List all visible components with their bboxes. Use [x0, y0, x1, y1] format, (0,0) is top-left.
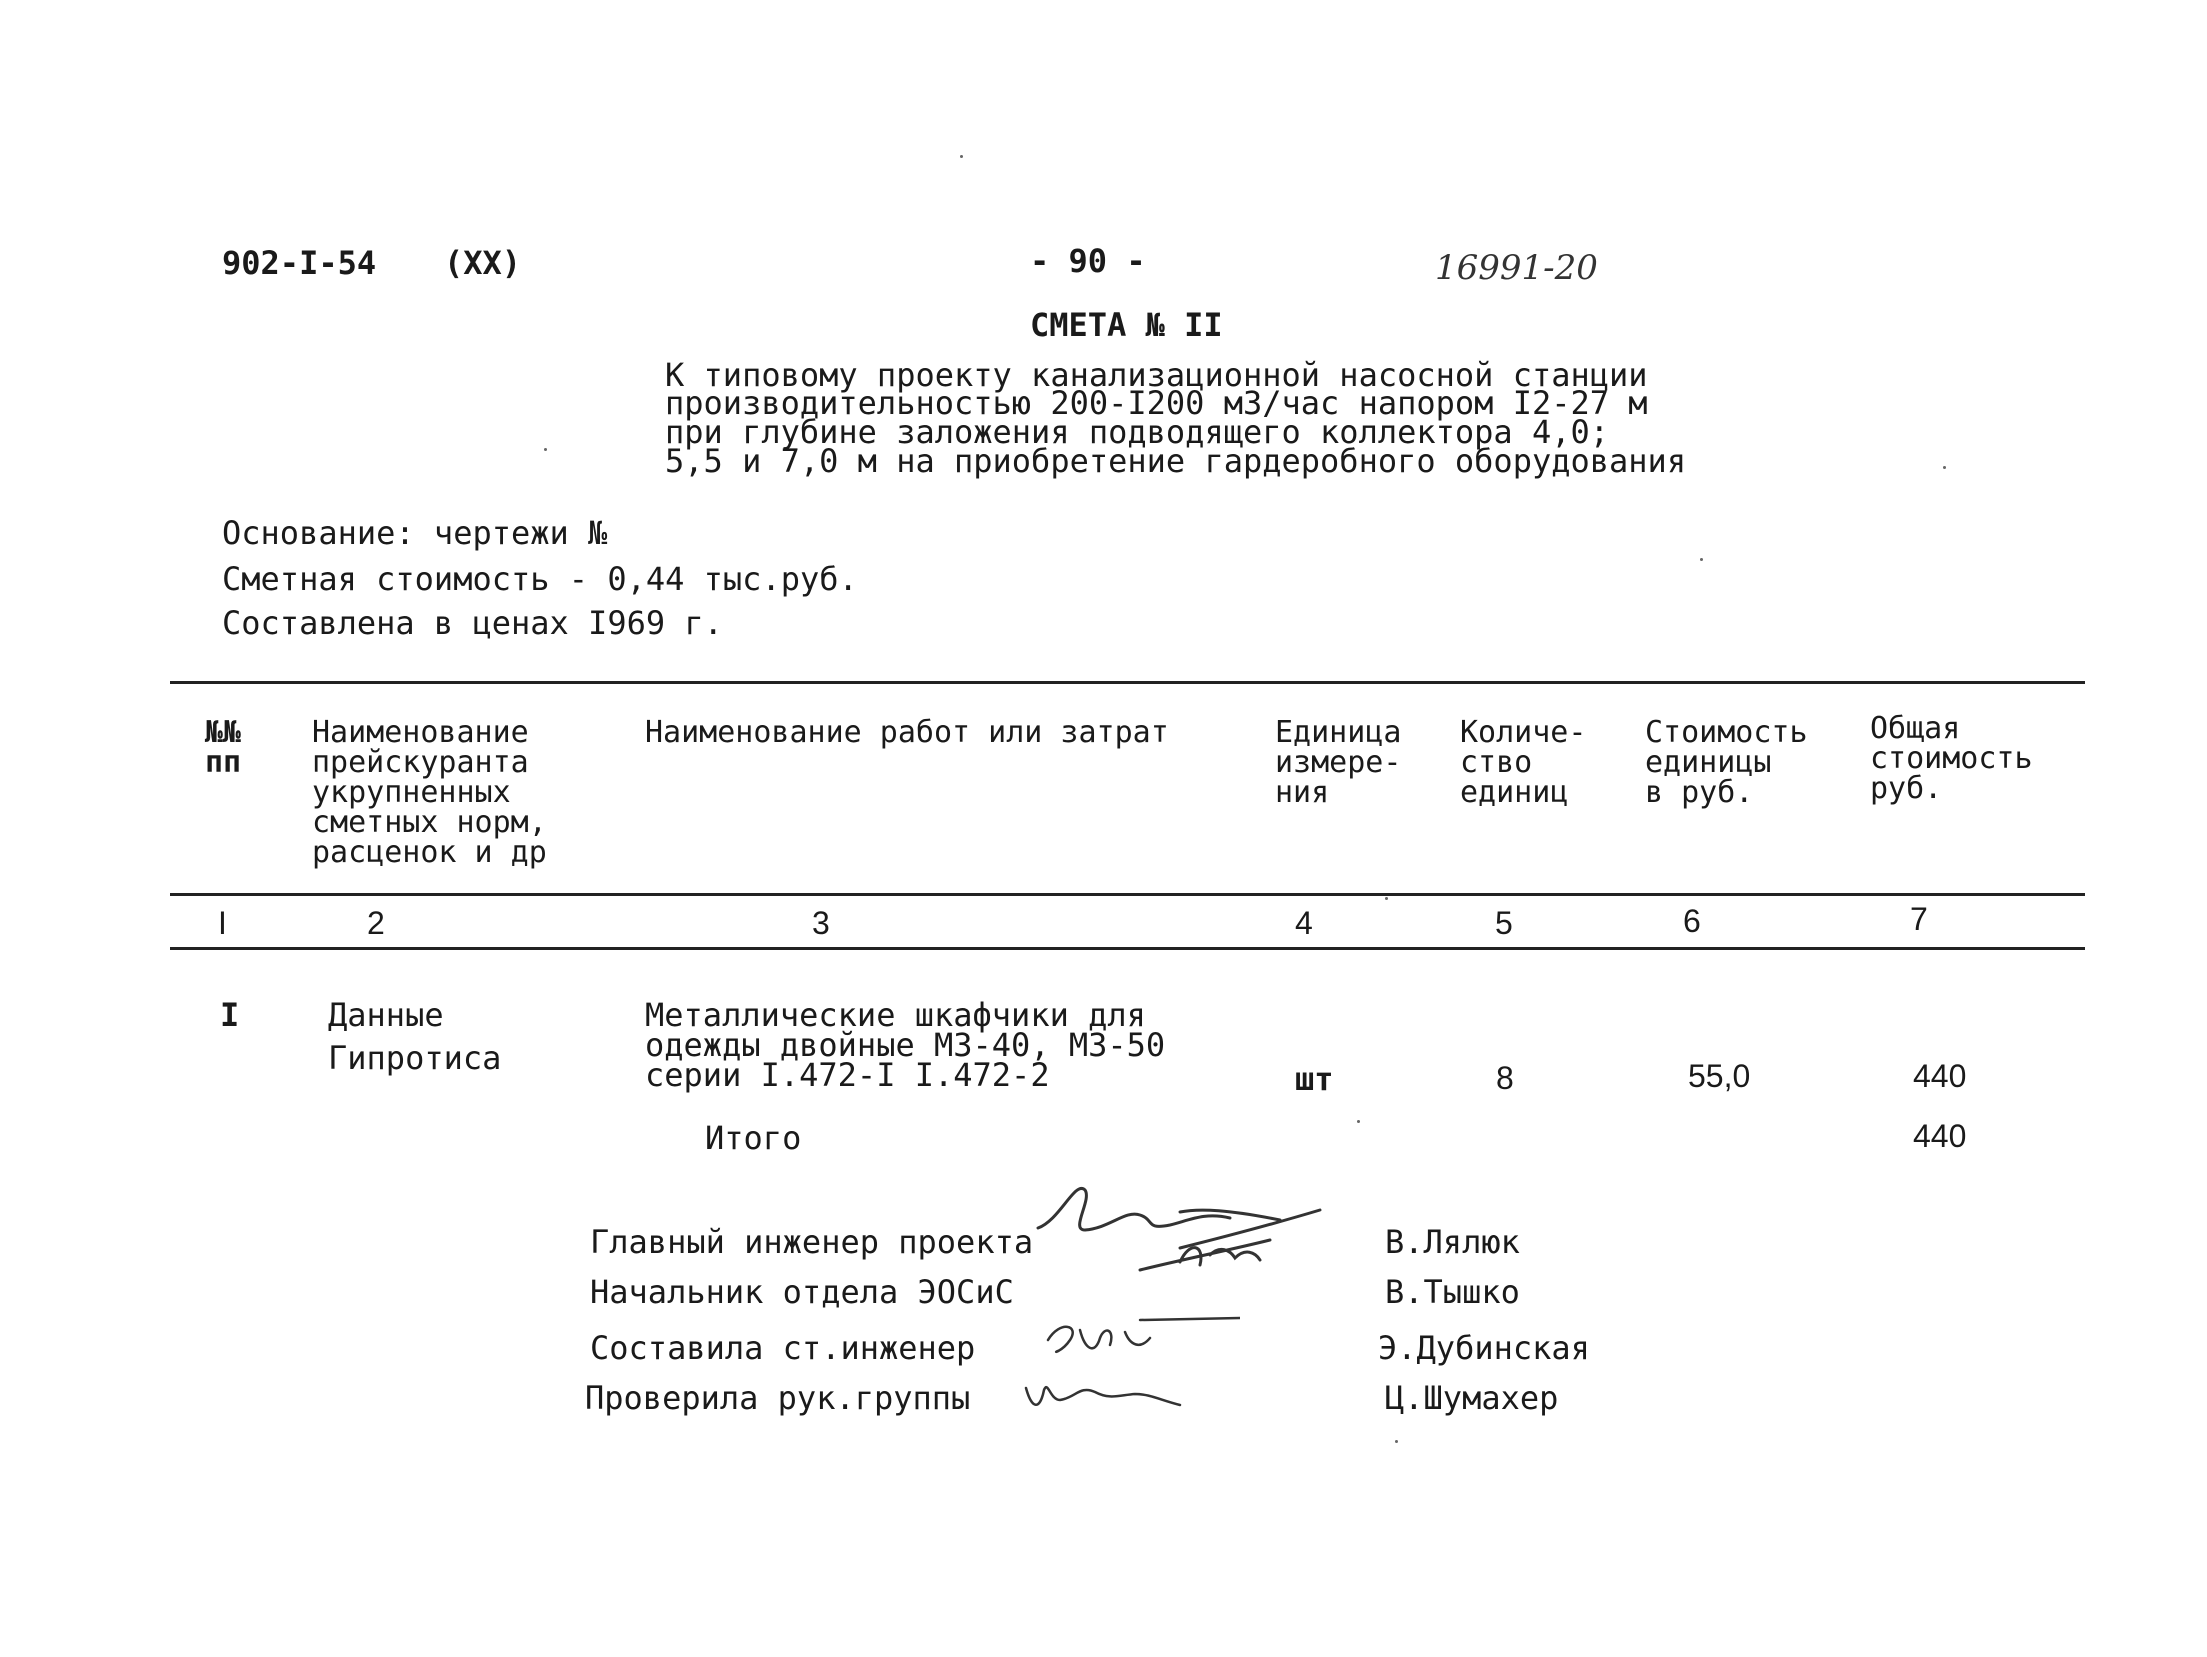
prices-line: Составлена в ценах I969 г.	[222, 604, 723, 642]
signature-role-4: Проверила рук.группы	[585, 1379, 971, 1417]
col-header-total: Общая стоимость руб.	[1870, 711, 2033, 806]
row-source-line-2: Гипротиса	[328, 1039, 502, 1077]
row-source-line-1: Данные	[328, 996, 444, 1034]
signature-name-4: Ц.Шумахер	[1385, 1379, 1559, 1417]
col-header-qty: Количе- ство единиц	[1460, 715, 1587, 810]
signature-role-3: Составила ст.инженер	[590, 1329, 976, 1367]
col-header-name: Наименование работ или затрат	[645, 715, 1169, 750]
scan-speck	[1943, 466, 1946, 469]
subject-line-2: производительностью 200-I200 м3/час напором I2-27 м	[665, 384, 1648, 422]
row-name-line-2: одежды двойные МЗ-40, МЗ-50	[645, 1026, 1166, 1064]
table-numbers-rule	[170, 947, 2085, 950]
col-num-5: 5	[1495, 905, 1513, 941]
scan-speck	[1700, 558, 1703, 561]
scan-speck	[544, 448, 547, 451]
signature-scribble-compiler	[1040, 1310, 1240, 1370]
subject-line-1: К типовому проекту канализационной насосной станции	[665, 356, 1648, 394]
col-header-unit: Единица измере- ния	[1275, 715, 1402, 810]
subject-line-3: при глубине заложения подводящего коллектора 4,0;	[665, 413, 1610, 451]
col-num-7: 7	[1910, 901, 1928, 937]
signature-scribble-group-head	[1020, 1370, 1190, 1420]
signature-role-1: Главный инженер проекта	[590, 1223, 1034, 1261]
row-qty: 8	[1496, 1060, 1514, 1096]
scan-speck	[1395, 1440, 1398, 1443]
row-name-line-1: Металлические шкафчики для	[645, 996, 1146, 1034]
signature-role-2: Начальник отдела ЭОСиС	[590, 1273, 1014, 1311]
doc-code: 902-I-54	[222, 244, 377, 282]
inventory-number: 16991-20	[1435, 248, 1598, 288]
album-number: (XX)	[444, 244, 522, 282]
total-value: 440	[1913, 1118, 1967, 1154]
cost-line: Сметная стоимость - 0,44 тыс.руб.	[222, 560, 858, 598]
row-unit-cost: 55,0	[1688, 1058, 1751, 1094]
total-label: Итого	[705, 1119, 802, 1157]
col-header-source: Наименование прейскуранта укрупненных сметных норм, расценок и др	[312, 715, 547, 870]
col-num-1: I	[218, 905, 227, 941]
row-number: I	[220, 996, 240, 1034]
doc-title: СМЕТА № II	[1030, 306, 1223, 344]
col-header-no: №№ пп	[205, 715, 242, 780]
col-num-2: 2	[367, 905, 385, 941]
signature-scribble-chief-engineer	[1030, 1170, 1350, 1300]
col-num-6: 6	[1683, 903, 1701, 939]
table-header-rule	[170, 893, 2085, 896]
signature-name-2: В.Тышко	[1385, 1273, 1520, 1311]
page-number: - 90 -	[1030, 242, 1146, 280]
col-num-4: 4	[1295, 905, 1313, 941]
scan-speck	[960, 155, 963, 158]
row-total: 440	[1913, 1058, 1967, 1094]
signature-name-3: Э.Дубинская	[1378, 1329, 1590, 1367]
basis-line: Основание: чертежи №	[222, 514, 608, 552]
col-header-unit-cost: Стоимость единицы в руб.	[1645, 715, 1808, 810]
row-name-line-3: серии I.472-I I.472-2	[645, 1056, 1050, 1094]
subject-line-4: 5,5 и 7,0 м на приобретение гардеробного оборудования	[665, 442, 1687, 480]
col-num-3: 3	[812, 905, 830, 941]
scan-speck	[1357, 1120, 1360, 1123]
table-top-rule	[170, 681, 2085, 684]
scan-speck	[1385, 897, 1388, 900]
signature-name-1: В.Лялюк	[1385, 1223, 1520, 1261]
row-unit: шт	[1295, 1060, 1334, 1098]
